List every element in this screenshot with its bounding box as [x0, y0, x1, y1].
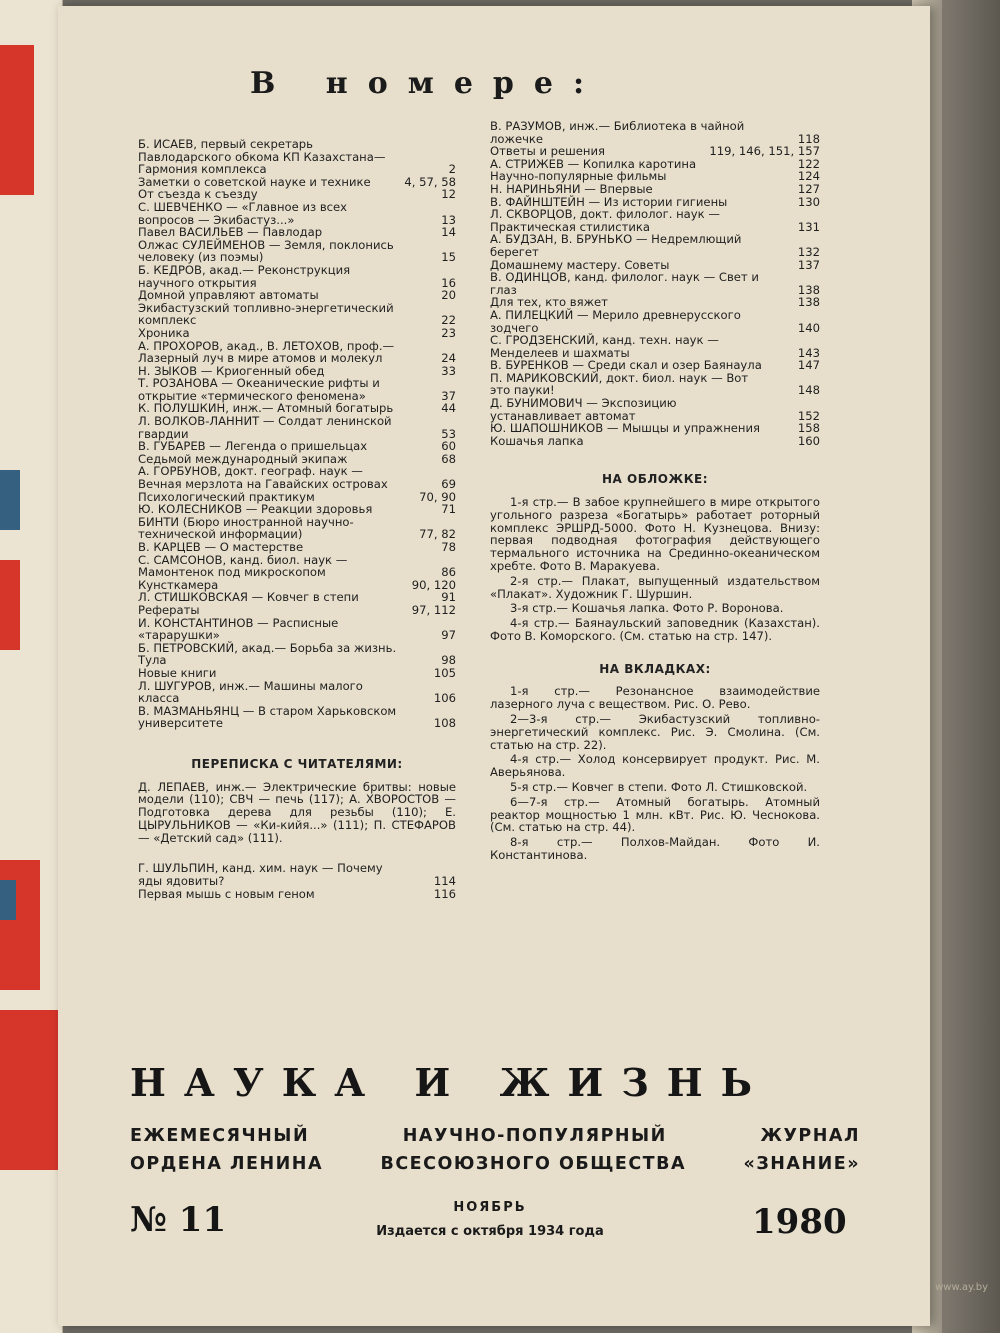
entry-title: Рефераты	[138, 602, 200, 617]
contents-list	[138, 138, 456, 730]
entry-page-number: 70, 90	[419, 489, 456, 504]
entry-title: Павел ВАСИЛЬЕВ — Павлодар	[138, 225, 323, 240]
issue-month: НОЯБРЬ	[453, 1200, 527, 1215]
contents-entry	[490, 397, 820, 422]
cover-fragment	[0, 0, 63, 1333]
entry-title: А. ПРОХОРОВ, акад., В. ЛЕТОХОВ, проф.— Лазерный луч в мире атомов и молекул	[138, 338, 395, 366]
entry-page-number: 124	[797, 169, 820, 184]
contents-entry	[138, 705, 456, 730]
contents-entry	[138, 415, 456, 440]
entry-title: Н. ЗЫКОВ — Криогенный обед	[138, 363, 325, 378]
description-item: 3-я стр.— Кошачья лапка. Фото Р. Воронова.	[510, 601, 784, 616]
entry-page-number: 98	[441, 653, 456, 668]
correspondence-text: Д. ЛЕПАЕВ, инж.— Электрические бритвы: новые модели (110); СВЧ — печь (117); А. ХВОРОСТОВ — Подготовка дерева для резьбы (110); Е. ЦЫРУЛЬНИКОВ — «Ки-кийя...» (111); П. СТЕФАРОВ— «Детский сад» (111).	[138, 779, 456, 845]
contents-heading: В номере:	[250, 66, 605, 101]
entry-page-number: 91	[441, 590, 456, 605]
entry-page-number: 132	[797, 244, 820, 259]
issue-year: 1980	[752, 1202, 847, 1242]
contents-entry	[138, 617, 456, 642]
entry-title: В. ГУБАРЕВ — Легенда о пришельцах	[138, 439, 368, 454]
masthead-word: ЕЖЕМЕСЯЧНЫЙ	[130, 1126, 310, 1146]
entry-title: Кошачья лапка	[490, 433, 584, 448]
contents-entry	[138, 264, 456, 289]
entry-page-number: 119, 146, 151, 157	[709, 144, 820, 159]
contents-right-column	[490, 120, 820, 864]
entry-title: Б. ПЕТРОВСКИЙ, акад.— Борьба за жизнь. Тула	[138, 640, 397, 668]
masthead-word: НАУЧНО-ПОПУЛЯРНЫЙ	[402, 1126, 667, 1146]
masthead-line-1	[130, 1126, 860, 1146]
entry-title: К. ПОЛУШКИН, инж.— Атомный богатырь	[138, 401, 394, 416]
description-item: 5-я стр.— Ковчег в степи. Фото Л. Стишковской.	[510, 779, 808, 794]
entry-title: П. МАРИКОВСКИЙ, докт. биол. наук — Вот это пауки!	[490, 370, 749, 398]
entry-title: И. КОНСТАНТИНОВ — Расписные «тарарушки»	[138, 615, 339, 643]
entry-title: Экибастузский топливно-энергетический комплекс	[138, 300, 394, 328]
contents-entry	[490, 359, 820, 372]
entry-page-number: 15	[441, 250, 456, 265]
contents-list	[490, 120, 820, 447]
entry-page-number: 97	[441, 628, 456, 643]
entry-page-number: 122	[797, 156, 820, 171]
entry-title: Б. КЕДРОВ, акад.— Реконструкция научного открытия	[138, 262, 351, 290]
contents-entry	[138, 302, 456, 327]
contents-entry	[138, 667, 456, 680]
contents-entry	[138, 440, 456, 453]
entry-page-number: 68	[441, 451, 456, 466]
entry-title: Кунсткамера	[138, 577, 219, 592]
contents-entry	[138, 541, 456, 554]
entry-title: БИНТИ (Бюро иностранной научно-технической информации)	[138, 514, 354, 542]
entry-page-number: 138	[797, 295, 820, 310]
entry-title: В. ФАЙНШТЕЙН — Из истории гигиены	[490, 194, 728, 209]
entry-page-number: 37	[441, 388, 456, 403]
entry-title: Олжас СУЛЕЙМЕНОВ — Земля, поклонись человеку (из поэмы)	[138, 237, 394, 265]
entry-page-number: 69	[441, 477, 456, 492]
description-item: 1-я стр.— В забое крупнейшего в мире открытого угольного разреза «Богатырь» работает роторный комплекс ЭРШРД-5000. Фото Н. Кузнецова. Внизу: первая подводная фотография действующего термального источника на Срединно-океаническом хребте. Фото В. Маракуева.	[490, 495, 820, 574]
masthead-word: «ЗНАНИЕ»	[743, 1154, 860, 1174]
contents-entry	[138, 340, 456, 365]
entry-page-number: 90, 120	[411, 577, 456, 592]
entry-page-number: 12	[441, 187, 456, 202]
masthead-word: ВСЕСОЮЗНОГО ОБЩЕСТВА	[380, 1154, 687, 1174]
entry-page-number: 23	[441, 325, 456, 340]
entry-page-number: 148	[797, 383, 820, 398]
entry-page-number: 118	[797, 131, 820, 146]
entry-title: Первая мышь с новым геном	[138, 886, 315, 901]
entry-page-number: 13	[441, 212, 456, 227]
entry-page-number: 20	[441, 288, 456, 303]
cover-red-shape	[0, 1010, 58, 1170]
contents-entry	[490, 422, 820, 435]
entry-page-number: 158	[797, 421, 820, 436]
watermark: www.ay.by	[935, 1282, 988, 1293]
entry-page-number: 24	[441, 351, 456, 366]
contents-entry	[490, 372, 820, 397]
contents-entry	[138, 239, 456, 264]
entry-page-number: 138	[797, 282, 820, 297]
background-surface	[940, 0, 1000, 1333]
entry-title: В. МАЗМАНЬЯНЦ — В старом Харьковском университете	[138, 703, 397, 731]
entry-title: Л. ВОЛКОВ-ЛАННИТ — Солдат ленинской гвардии	[138, 414, 392, 441]
contents-list	[138, 862, 456, 900]
entry-title: Т. РОЗАНОВА — Океанические рифты и открытие «термического феномена»	[138, 376, 380, 403]
entry-page-number: 33	[441, 363, 456, 378]
entry-page-number: 77, 82	[419, 527, 456, 542]
contents-entry	[138, 465, 456, 490]
contents-entry	[490, 183, 820, 196]
entry-title: Седьмой международный экипаж	[138, 451, 348, 466]
cover-red-shape	[0, 45, 34, 195]
contents-entry	[138, 862, 456, 887]
entry-title: В. РАЗУМОВ, инж.— Библиотека в чайной ложечке	[490, 119, 745, 146]
contents-entry	[138, 604, 456, 617]
entry-title: А. БУДЗАН, В. БРУНЬКО — Недремлющий берегет	[490, 232, 742, 259]
masthead-word: ЖУРНАЛ	[760, 1126, 860, 1146]
entry-page-number: 108	[433, 716, 456, 731]
entry-title: В. КАРЦЕВ — О мастерстве	[138, 540, 304, 554]
entry-page-number: 14	[441, 225, 456, 240]
contents-entry	[138, 138, 456, 176]
cover-section-title: НА ОБЛОЖКЕ:	[601, 472, 709, 487]
entry-title: С. ШЕВЧЕНКО — «Главное из всех вопросов — Экибастуз...»	[138, 199, 348, 227]
contents-entry	[490, 208, 820, 233]
entry-page-number: 22	[441, 313, 456, 328]
contents-entry	[138, 327, 456, 340]
entry-title: Ю. КОЛЕСНИКОВ — Реакции здоровья	[138, 502, 373, 517]
contents-entry	[138, 226, 456, 239]
entry-page-number: 143	[797, 345, 820, 360]
description-item: 2—3-я стр.— Экибастузский топливно-энергетический комплекс. Рис. Э. Смолина. (См. статью на стр. 22).	[490, 711, 820, 752]
cover-blue-shape	[0, 470, 20, 530]
entry-title: А. СТРИЖЕВ — Копилка каротина	[490, 156, 697, 171]
entry-page-number: 131	[797, 219, 820, 234]
entry-page-number: 160	[797, 433, 820, 448]
entry-title: В. БУРЕНКОВ — Среди скал и озер Баянаула	[490, 358, 762, 373]
contents-entry	[138, 888, 456, 901]
description-item: 6—7-я стр.— Атомный богатырь. Атомный реактор мощностью 1 млн. кВт. Рис. Ю. Чеснокова. (См. статью на стр. 44).	[490, 794, 820, 835]
entry-page-number: 86	[441, 565, 456, 580]
description-item: 8-я стр.— Полхов-Майдан. Фото И. Константинова.	[490, 835, 820, 862]
description-item: 4-я стр.— Баянаульский заповедник (Казахстан). Фото В. Коморского. (См. статью на стр. 147).	[490, 616, 820, 643]
entry-title: С. ГРОДЗЕНСКИЙ, канд. техн. наук — Менделеев и шахматы	[490, 333, 719, 360]
entry-title: Д. БУНИМОВИЧ — Экспозицию устанавливает автомат	[490, 396, 677, 423]
contents-entry	[490, 120, 820, 145]
contents-entry	[138, 680, 456, 705]
entry-title: Ответы и решения	[490, 144, 605, 159]
contents-entry	[138, 503, 456, 516]
entry-title: Л. ШУГУРОВ, инж.— Машины малого класса	[138, 678, 363, 706]
contents-entry	[490, 309, 820, 334]
cover-red-shape	[0, 560, 20, 650]
contents-entry	[138, 201, 456, 226]
contents-entry	[490, 145, 820, 158]
issue-number: № 11	[130, 1200, 227, 1240]
entry-title: Заметки о советской науке и технике	[138, 174, 371, 189]
entry-page-number: 106	[433, 691, 456, 706]
entry-title: Ю. ШАПОШНИКОВ — Мышцы и упражнения	[490, 421, 760, 436]
entry-title: Домной управляют автоматы	[138, 288, 319, 303]
entry-title: С. САМСОНОВ, канд. биол. наук — Мамонтенок под микроскопом	[138, 552, 348, 580]
entry-title: В. ОДИНЦОВ, канд. филолог. наук — Свет и глаз	[490, 270, 759, 297]
entry-title: Л. СКВОРЦОВ, докт. филолог. наук — Практическая стилистика	[490, 207, 720, 234]
entry-title: Г. ШУЛЬПИН, канд. хим. наук — Почему яды ядовиты?	[138, 861, 383, 889]
entry-page-number: 147	[797, 358, 820, 373]
cover-blue-shape	[0, 880, 16, 920]
published-since: Издается с октября 1934 года	[376, 1224, 604, 1239]
cover-description-list	[490, 496, 820, 643]
masthead-word: ОРДЕНА ЛЕНИНА	[130, 1154, 323, 1174]
entry-title: Домашнему мастеру. Советы	[490, 257, 670, 272]
entry-title: Хроника	[138, 325, 190, 340]
entry-page-number: 114	[433, 874, 456, 889]
entry-page-number: 2	[448, 162, 456, 177]
entry-title: От съезда к съезду	[138, 187, 258, 202]
entry-page-number: 137	[797, 257, 820, 272]
entry-page-number: 60	[441, 439, 456, 454]
contents-entry	[138, 516, 456, 541]
entry-page-number: 44	[441, 401, 456, 416]
correspondence-title: ПЕРЕПИСКА С ЧИТАТЕЛЯМИ:	[191, 756, 403, 771]
entry-page-number: 97, 112	[411, 602, 456, 617]
entry-title: Н. НАРИНЬЯНИ — Впервые	[490, 181, 653, 196]
contents-entry	[138, 377, 456, 402]
entry-title: Психологический практикум	[138, 489, 315, 504]
inserts-description-list	[490, 685, 820, 861]
description-item: 2-я стр.— Плакат, выпущенный издательством «Плакат». Художник Г. Шуршин.	[490, 573, 820, 601]
description-item: 1-я стр.— Резонансное взаимодействие лазерного луча с веществом. Рис. О. Рево.	[490, 684, 820, 712]
entry-title: А. ПИЛЕЦКИЙ — Мерило древнерусского зодчего	[490, 307, 741, 335]
masthead-line-2	[130, 1154, 860, 1174]
contents-entry	[490, 271, 820, 296]
contents-entry	[138, 289, 456, 302]
magazine-title: НАУКА И ЖИЗНЬ	[130, 1060, 770, 1105]
entry-title: Б. ИСАЕВ, первый секретарь Павлодарского обкома КП Казахстана— Гармония комплекса	[138, 137, 386, 177]
contents-entry	[138, 554, 456, 579]
inserts-section-title: НА ВКЛАДКАХ:	[599, 661, 711, 676]
entry-page-number: 127	[797, 181, 820, 196]
contents-left-column	[138, 138, 456, 900]
contents-entry	[490, 435, 820, 448]
contents-entry	[490, 334, 820, 359]
entry-page-number: 53	[441, 426, 456, 441]
entry-title: Научно-популярные фильмы	[490, 169, 667, 184]
entry-page-number: 130	[797, 194, 820, 209]
entry-page-number: 152	[797, 408, 820, 423]
entry-title: Для тех, кто вяжет	[490, 295, 608, 310]
contents-entry	[490, 233, 820, 258]
entry-page-number: 71	[441, 502, 456, 517]
entry-page-number: 4, 57, 58	[404, 174, 456, 189]
entry-page-number: 116	[433, 886, 456, 901]
entry-page-number: 78	[441, 540, 456, 554]
entry-title: Новые книги	[138, 665, 217, 680]
entry-page-number: 16	[441, 275, 456, 290]
entry-title: Л. СТИШКОВСКАЯ — Ковчег в степи	[138, 590, 359, 605]
description-item: 4-я стр.— Холод консервирует продукт. Рис. М. Аверьянова.	[490, 752, 820, 780]
entry-page-number: 105	[433, 665, 456, 680]
contents-entry	[138, 642, 456, 667]
entry-page-number: 140	[797, 320, 820, 335]
entry-title: А. ГОРБУНОВ, докт. географ. наук — Вечная мерзлота на Гавайских островах	[138, 464, 388, 492]
